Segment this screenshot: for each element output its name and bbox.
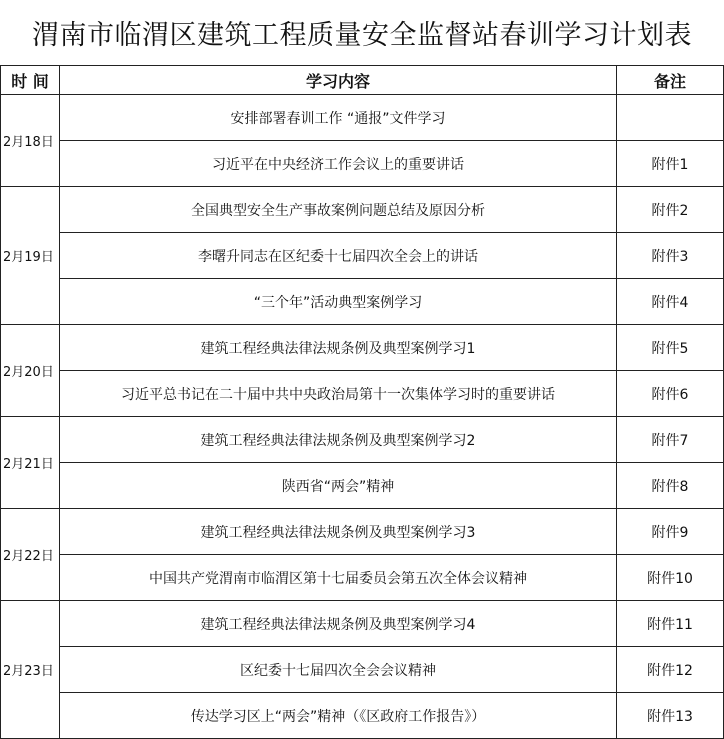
table-row [1, 647, 724, 693]
table-row [1, 417, 724, 463]
note-cell: 附件3 [617, 233, 724, 279]
date-cell: 2月23日 [1, 601, 60, 739]
note-cell: 附件12 [617, 647, 724, 693]
content-cell: 中国共产党渭南市临渭区第十七届委员会第五次全体会议精神 [60, 555, 617, 601]
date-cell: 2月21日 [1, 417, 60, 509]
content-cell: 安排部署春训工作 “通报”文件学习 [60, 95, 617, 141]
table-row [1, 555, 724, 601]
note-cell: 附件9 [617, 509, 724, 555]
date-cell: 2月20日 [1, 325, 60, 417]
table-row [1, 601, 724, 647]
note-cell: 附件8 [617, 463, 724, 509]
schedule-table [0, 65, 724, 739]
content-cell: 建筑工程经典法律法规条例及典型案例学习3 [60, 509, 617, 555]
note-cell: 附件5 [617, 325, 724, 371]
table-row [1, 371, 724, 417]
content-cell: 陕西省“两会”精神 [60, 463, 617, 509]
table-row [1, 279, 724, 325]
table-row [1, 95, 724, 141]
page-title: 渭南市临渭区建筑工程质量安全监督站春训学习计划表 [32, 20, 692, 51]
table-row [1, 325, 724, 371]
content-cell: 建筑工程经典法律法规条例及典型案例学习1 [60, 325, 617, 371]
note-cell: 附件1 [617, 141, 724, 187]
note-cell: 附件2 [617, 187, 724, 233]
content-cell: “三个年”活动典型案例学习 [60, 279, 617, 325]
header-content: 学习内容 [60, 66, 617, 95]
note-cell: 附件10 [617, 555, 724, 601]
content-cell: 建筑工程经典法律法规条例及典型案例学习4 [60, 601, 617, 647]
content-cell: 建筑工程经典法律法规条例及典型案例学习2 [60, 417, 617, 463]
header-row [1, 66, 724, 95]
header-note: 备注 [617, 66, 724, 95]
content-cell: 全国典型安全生产事故案例问题总结及原因分析 [60, 187, 617, 233]
table-row [1, 463, 724, 509]
table-row [1, 693, 724, 739]
table-row [1, 187, 724, 233]
content-cell: 习近平总书记在二十届中共中央政治局第十一次集体学习时的重要讲话 [60, 371, 617, 417]
content-cell: 区纪委十七届四次全会会议精神 [60, 647, 617, 693]
table-row [1, 509, 724, 555]
header-time: 时 间 [1, 66, 60, 95]
note-cell: 附件11 [617, 601, 724, 647]
content-cell: 李曙升同志在区纪委十七届四次全会上的讲话 [60, 233, 617, 279]
table-row [1, 233, 724, 279]
schedule-body [1, 95, 724, 739]
date-cell: 2月18日 [1, 95, 60, 187]
date-cell: 2月19日 [1, 187, 60, 325]
note-cell: 附件13 [617, 693, 724, 739]
content-cell: 传达学习区上“两会”精神（《区政府工作报告》） [60, 693, 617, 739]
note-cell: 附件4 [617, 279, 724, 325]
note-cell: 附件7 [617, 417, 724, 463]
date-cell: 2月22日 [1, 509, 60, 601]
note-cell: 附件6 [617, 371, 724, 417]
note-cell [617, 95, 724, 141]
table-row [1, 141, 724, 187]
content-cell: 习近平在中央经济工作会议上的重要讲话 [60, 141, 617, 187]
